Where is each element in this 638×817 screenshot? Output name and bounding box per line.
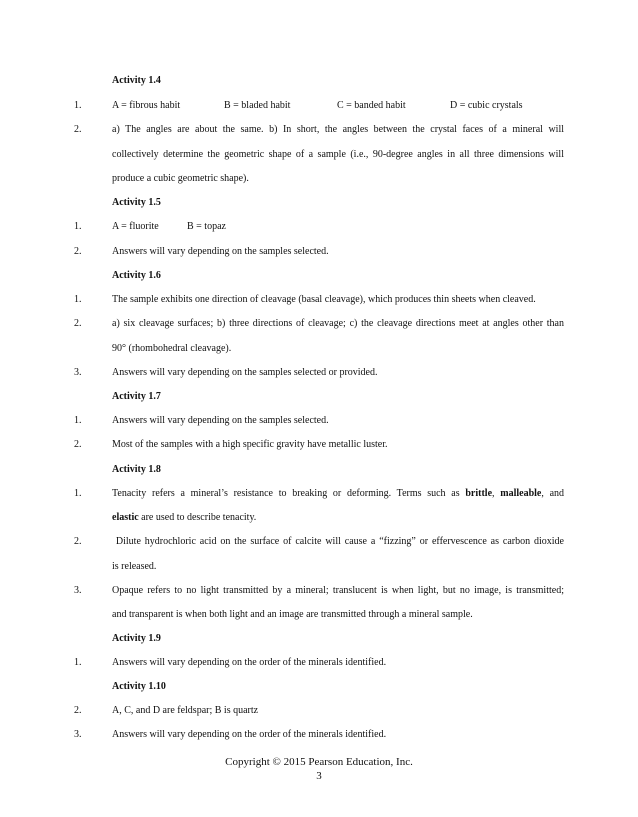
answer-line: A, C, and D are feldspar; B is quartz [112,705,259,716]
option-d: D = cubic crystals [450,100,523,111]
activity-heading: Activity 1.9 [112,633,161,644]
item-number: 3. [74,729,82,740]
answer-line: The sample exhibits one direction of cleavage (basal cleavage), which produces thin sheets when cleaved. [112,294,536,305]
answer-line: and transparent is when both light and an image are transmitted through a mineral sample. [112,609,473,620]
activity-heading: Activity 1.7 [112,391,161,402]
answer-text: Tenacity refers a mineral’s resistance to breaking or deforming. Terms such as [112,488,460,499]
term-malleable: malleable [500,488,542,499]
activity-heading: Activity 1.10 [112,681,166,692]
option-a: A = fluorite [112,221,159,232]
answer-line: Opaque refers to no light transmitted by a mineral; translucent is when light, but no image, is transmitted; [112,585,564,596]
activity-heading: Activity 1.6 [112,270,161,281]
answer-line: Answers will vary depending on the samples selected or provided. [112,367,378,378]
answer-line: a) The angles are about the same. b) In short, the angles between the crystal faces of a mineral will [112,124,564,135]
page-number: 3 [316,770,322,782]
term-brittle: brittle [465,488,493,499]
answer-line: produce a cubic geometric shape). [112,173,249,184]
item-number: 3. [74,367,82,378]
answer-line: a) six cleavage surfaces; b) three directions of cleavage; c) the cleavage directions meet at angles other than [112,318,564,329]
separator: , [492,488,495,499]
answer-line [112,512,564,524]
answer-line: 90° (rhombohedral cleavage). [112,343,232,354]
activity-heading: Activity 1.4 [112,75,161,86]
answer-line [112,488,564,500]
item-number: 1. [74,415,82,426]
answer-line: Most of the samples with a high specific gravity have metallic luster. [112,439,388,450]
item-number: 1. [74,657,82,668]
item-number: 2. [74,124,82,135]
answer-line: Answers will vary depending on the samples selected. [112,415,329,426]
activity-heading: Activity 1.5 [112,197,161,208]
term-elastic: elastic [112,512,139,523]
answer-line: Answers will vary depending on the samples selected. [112,246,329,257]
item-number: 3. [74,585,82,596]
item-number: 2. [74,705,82,716]
item-number: 2. [74,439,82,450]
option-a: A = fibrous habit [112,100,181,111]
item-number: 1. [74,100,82,111]
answer-line: collectively determine the geometric shape of a sample (i.e., 90-degree angles in all three dimensions will [112,149,564,160]
answer-line: Dilute hydrochloric acid on the surface of calcite will cause a “fizzing” or effervescence as carbon dioxide [112,536,564,547]
option-c: C = banded habit [337,100,406,111]
separator: , and [541,488,565,499]
item-number: 1. [74,488,82,499]
item-number: 2. [74,536,82,547]
option-b: B = topaz [187,221,226,232]
answer-line: is released. [112,561,157,572]
item-number: 1. [74,221,82,232]
item-number: 2. [74,246,82,257]
answer-text: are used to describe tenacity. [141,512,257,523]
item-number: 1. [74,294,82,305]
activity-heading: Activity 1.8 [112,464,161,475]
option-b: B = bladed habit [224,100,291,111]
copyright-notice: Copyright © 2015 Pearson Education, Inc. [225,756,413,768]
item-number: 2. [74,318,82,329]
answer-line: Answers will vary depending on the order of the minerals identified. [112,657,387,668]
answer-line: Answers will vary depending on the order of the minerals identified. [112,729,387,740]
